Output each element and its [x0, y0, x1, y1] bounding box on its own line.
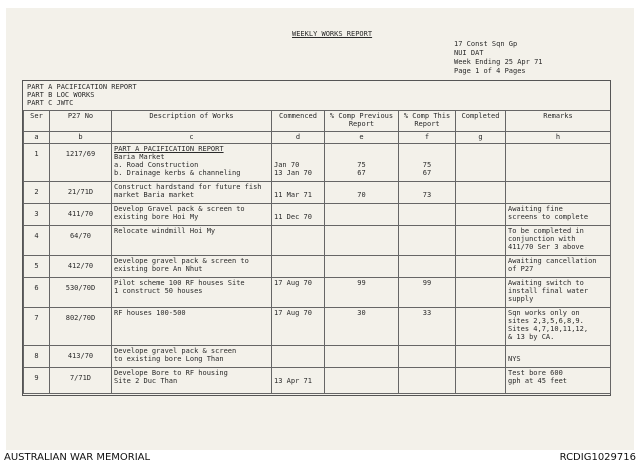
prev-line: 99	[357, 279, 366, 287]
commenced-line	[274, 183, 322, 191]
prev-percent-cell	[325, 278, 399, 308]
this-line: 73	[422, 191, 432, 199]
remarks-line: Awaiting switch to	[508, 279, 584, 287]
ser-cell: 9	[24, 368, 50, 394]
remarks-cell	[506, 308, 611, 346]
table-row	[24, 144, 611, 182]
this-line	[401, 153, 453, 161]
ser-cell: 6	[24, 278, 50, 308]
remarks-line: NYS	[508, 355, 521, 363]
commenced-line: 13 Jan 70	[274, 169, 312, 177]
commenced-line	[274, 205, 322, 213]
prev-percent-cell	[325, 144, 399, 182]
commenced-cell	[272, 204, 325, 226]
works-table	[23, 110, 611, 394]
description-cell	[112, 346, 272, 368]
col-header-completed: Completed	[456, 111, 506, 132]
p27-cell: 64/70	[50, 226, 112, 256]
remarks-line: sites 2,3,5,6,8,9.	[508, 317, 584, 325]
desc-line: Develope Bore to RF housing	[114, 369, 228, 377]
col-letter: c	[112, 132, 272, 144]
commenced-line: 11 Dec 70	[274, 213, 312, 221]
this-percent-cell	[399, 182, 456, 204]
prev-line: 30	[357, 309, 366, 317]
col-letter: d	[272, 132, 325, 144]
commenced-cell	[272, 368, 325, 394]
remarks-line: Test bore 600	[508, 369, 563, 377]
commenced-cell	[272, 226, 325, 256]
report-title: WEEKLY WORKS REPORT	[292, 30, 373, 38]
desc-line: RF houses 100-500	[114, 309, 186, 317]
desc-line: Develope gravel pack & screen	[114, 347, 237, 355]
remarks-cell	[506, 144, 611, 182]
col-letter: g	[456, 132, 506, 144]
this-percent-cell	[399, 346, 456, 368]
remarks-cell	[506, 278, 611, 308]
description-cell	[112, 144, 272, 182]
col-header-p27: P27 No	[50, 111, 112, 132]
p27-cell: 413/70	[50, 346, 112, 368]
remarks-line: Awaiting fine	[508, 205, 563, 213]
ser-cell: 7	[24, 308, 50, 346]
this-percent-cell	[399, 368, 456, 394]
part-a: PART A PACIFICATION REPORT	[27, 83, 137, 91]
completed-cell	[456, 226, 506, 256]
table-row	[24, 226, 611, 256]
desc-line: PART A PACIFICATION REPORT	[114, 145, 224, 153]
this-line: 99	[422, 279, 432, 287]
this-line: 75	[422, 161, 432, 169]
description-cell	[112, 182, 272, 204]
prev-percent-cell	[325, 308, 399, 346]
completed-cell	[456, 368, 506, 394]
this-percent-cell	[399, 278, 456, 308]
remarks-line	[508, 347, 608, 355]
desc-line: Relocate windmill Hoi My	[114, 227, 216, 235]
this-percent-cell	[399, 308, 456, 346]
col-header-this	[399, 111, 456, 132]
completed-cell	[456, 204, 506, 226]
col-header-this-text: % Comp This Report	[403, 112, 451, 128]
p27-cell: 7/71D	[50, 368, 112, 394]
remarks-line: Awaiting cancellation	[508, 257, 597, 265]
commenced-cell	[272, 182, 325, 204]
remarks-cell	[506, 204, 611, 226]
description-cell	[112, 308, 272, 346]
this-percent-cell	[399, 204, 456, 226]
p27-cell: 411/70	[50, 204, 112, 226]
week-ending: Week Ending 25 Apr 71	[454, 58, 543, 66]
col-letter: a	[24, 132, 50, 144]
desc-line: Construct hardstand for future fish	[114, 183, 262, 191]
col-header-prev-text: % Comp Previous Report	[329, 112, 394, 128]
table-row	[24, 256, 611, 278]
footer-id: RCDIG1029716	[559, 452, 636, 463]
ser-cell: 8	[24, 346, 50, 368]
remarks-line: conjunction with	[508, 235, 576, 243]
prev-line: 70	[357, 191, 366, 199]
desc-line: Site 2 Duc Than	[114, 377, 178, 385]
prev-line	[327, 153, 396, 161]
commenced-cell	[272, 278, 325, 308]
part-c: PART C JWTC	[27, 99, 74, 107]
completed-cell	[456, 256, 506, 278]
remarks-line: of P27	[508, 265, 534, 273]
p27-cell: 1217/69	[50, 144, 112, 182]
p27-cell: 530/70D	[50, 278, 112, 308]
commenced-line	[274, 369, 322, 377]
footer-source: AUSTRALIAN WAR MEMORIAL	[4, 452, 151, 463]
desc-line: existing bore Hoi My	[114, 213, 199, 221]
description-cell	[112, 204, 272, 226]
this-percent-cell	[399, 144, 456, 182]
description-cell	[112, 226, 272, 256]
commenced-line: 17 Aug 70	[274, 309, 312, 317]
col-header-description: Description of Works	[112, 111, 272, 132]
table-row	[24, 204, 611, 226]
ser-cell: 5	[24, 256, 50, 278]
desc-line: to existing bore Long Than	[114, 355, 224, 363]
remarks-line: & 13 by CA.	[508, 333, 555, 341]
commenced-line	[274, 145, 322, 153]
table-body	[24, 144, 611, 394]
commenced-cell	[272, 346, 325, 368]
col-letter: h	[506, 132, 611, 144]
this-percent-cell	[399, 256, 456, 278]
completed-cell	[456, 144, 506, 182]
ser-cell: 1	[24, 144, 50, 182]
commenced-line	[274, 153, 322, 161]
p27-cell: 412/70	[50, 256, 112, 278]
this-line	[401, 145, 453, 153]
col-letter: b	[50, 132, 112, 144]
description-cell	[112, 368, 272, 394]
table-row	[24, 182, 611, 204]
col-header-prev	[325, 111, 399, 132]
table-row	[24, 308, 611, 346]
commenced-line: 17 Aug 70	[274, 279, 312, 287]
commenced-cell	[272, 144, 325, 182]
part-b: PART B LOC WORKS	[27, 91, 95, 99]
desc-line: b. Drainage kerbs & channeling	[114, 169, 241, 177]
page-count: Page 1 of 4 Pages	[454, 67, 526, 75]
col-letter: e	[325, 132, 399, 144]
desc-line: existing bore An Nhut	[114, 265, 203, 273]
prev-percent-cell	[325, 182, 399, 204]
this-line: 67	[422, 169, 432, 177]
description-cell	[112, 278, 272, 308]
col-header-remarks: Remarks	[506, 111, 611, 132]
desc-line: 1 construct 50 houses	[114, 287, 203, 295]
commenced-line: Jan 70	[274, 161, 300, 169]
remarks-line: Sites 4,7,10,11,12,	[508, 325, 589, 333]
commenced-line: 13 Apr 71	[274, 377, 312, 385]
desc-line: Baria Market	[114, 153, 165, 161]
prev-percent-cell	[325, 368, 399, 394]
desc-line: Develope gravel pack & screen to	[114, 257, 249, 265]
remarks-line: Sqn works only on	[508, 309, 580, 317]
header-row	[24, 111, 611, 132]
ser-cell: 3	[24, 204, 50, 226]
description-cell	[112, 256, 272, 278]
table-row	[24, 278, 611, 308]
this-line: 33	[422, 309, 432, 317]
report-header-info	[454, 40, 543, 76]
prev-percent-cell	[325, 346, 399, 368]
prev-line	[327, 183, 396, 191]
completed-cell	[456, 278, 506, 308]
location: NUI DAT	[454, 49, 484, 57]
completed-cell	[456, 182, 506, 204]
prev-percent-cell	[325, 256, 399, 278]
remarks-cell	[506, 346, 611, 368]
this-line	[401, 183, 453, 191]
col-letter: f	[399, 132, 456, 144]
remarks-cell	[506, 256, 611, 278]
ser-cell: 2	[24, 182, 50, 204]
remarks-cell	[506, 226, 611, 256]
prev-percent-cell	[325, 204, 399, 226]
this-percent-cell	[399, 226, 456, 256]
p27-cell: 21/71D	[50, 182, 112, 204]
col-header-ser: Ser	[24, 111, 50, 132]
desc-line: Pilot scheme 100 RF houses Site	[114, 279, 245, 287]
remarks-cell	[506, 182, 611, 204]
p27-cell: 802/70D	[50, 308, 112, 346]
remarks-line: To be completed in	[508, 227, 584, 235]
desc-line: market Baria market	[114, 191, 195, 199]
prev-line: 67	[357, 169, 366, 177]
remarks-line: screens to complete	[508, 213, 589, 221]
col-header-commenced: Commenced	[272, 111, 325, 132]
unit-name: 17 Const Sqn Gp	[454, 40, 518, 48]
remarks-line: gph at 45 feet	[508, 377, 568, 385]
remarks-line: supply	[508, 295, 534, 303]
table-row	[24, 368, 611, 394]
completed-cell	[456, 308, 506, 346]
desc-line: a. Road Construction	[114, 161, 199, 169]
commenced-cell	[272, 256, 325, 278]
table-row	[24, 346, 611, 368]
completed-cell	[456, 346, 506, 368]
letter-row	[24, 132, 611, 144]
ser-cell: 4	[24, 226, 50, 256]
works-sheet	[22, 80, 611, 396]
desc-line: Develop Gravel pack & screen to	[114, 205, 245, 213]
prev-line: 75	[357, 161, 366, 169]
commenced-line: 11 Mar 71	[274, 191, 312, 199]
parts-list	[27, 83, 137, 107]
commenced-cell	[272, 308, 325, 346]
prev-line	[327, 145, 396, 153]
prev-percent-cell	[325, 226, 399, 256]
remarks-cell	[506, 368, 611, 394]
remarks-line: 411/70 Ser 3 above	[508, 243, 584, 251]
remarks-line: install final water	[508, 287, 589, 295]
